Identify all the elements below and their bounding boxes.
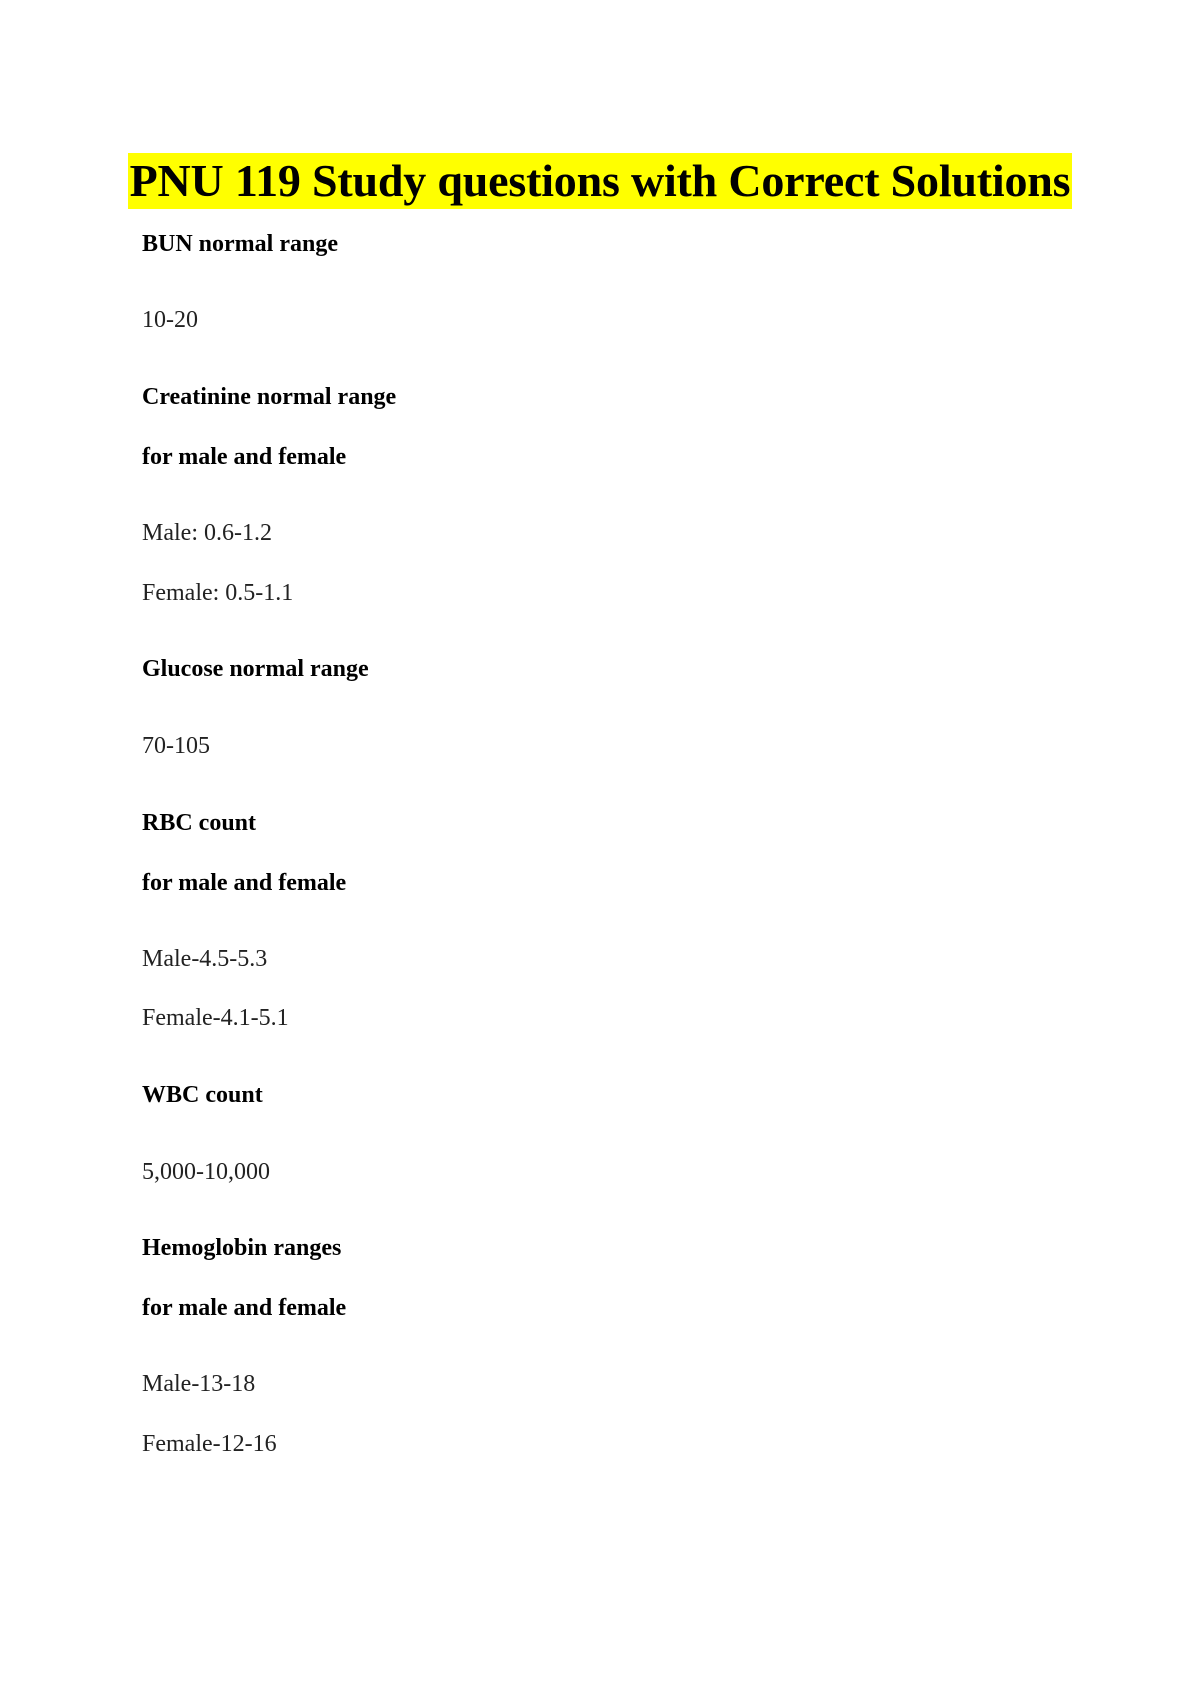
- question-creatinine-sub: for male and female: [142, 444, 347, 470]
- question-rbc: RBC count: [142, 810, 257, 836]
- document-title: PNU 119 Study questions with Correct Solutions: [128, 153, 1073, 209]
- answer-rbc-male: Male-4.5-5.3: [142, 946, 268, 972]
- question-wbc: WBC count: [142, 1082, 263, 1108]
- question-hemoglobin-sub: for male and female: [142, 1295, 347, 1321]
- answer-creatinine-male: Male: 0.6-1.2: [142, 520, 272, 546]
- question-glucose: Glucose normal range: [142, 656, 369, 682]
- question-rbc-sub: for male and female: [142, 870, 347, 896]
- question-creatinine: Creatinine normal range: [142, 384, 397, 410]
- answer-wbc: 5,000-10,000: [142, 1159, 270, 1185]
- answer-creatinine-female: Female: 0.5-1.1: [142, 580, 294, 606]
- answer-hemoglobin-female: Female-12-16: [142, 1431, 277, 1457]
- answer-rbc-female: Female-4.1-5.1: [142, 1005, 289, 1031]
- question-hemoglobin: Hemoglobin ranges: [142, 1235, 342, 1261]
- answer-glucose: 70-105: [142, 733, 210, 759]
- title-row: [0, 153, 1200, 209]
- answer-bun: 10-20: [142, 307, 198, 333]
- answer-hemoglobin-male: Male-13-18: [142, 1371, 256, 1397]
- question-bun: BUN normal range: [142, 231, 338, 257]
